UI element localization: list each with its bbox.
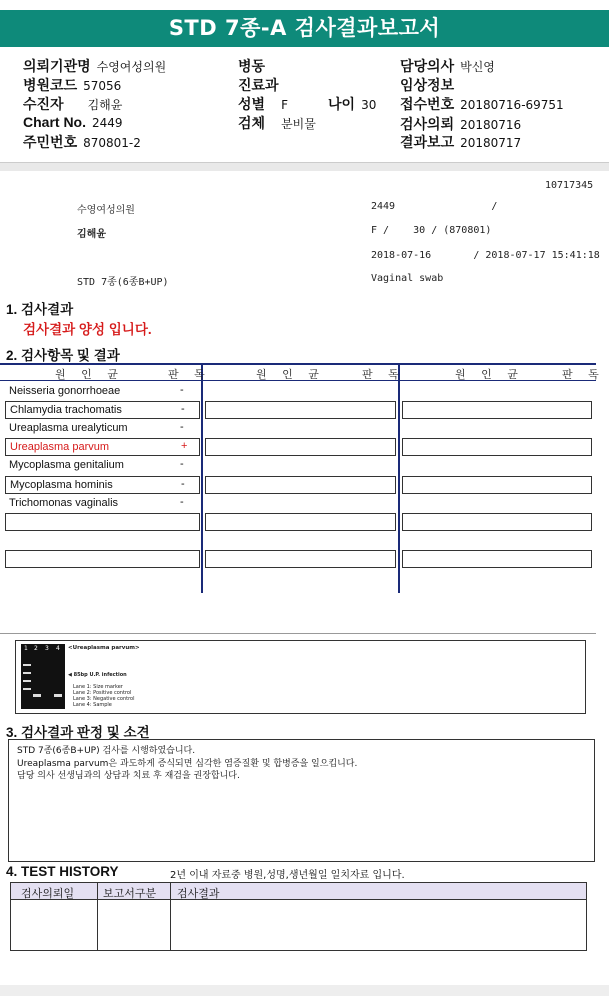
gel-band [23, 688, 31, 690]
empty-cell [205, 513, 396, 531]
hospital-code-field: 병원코드 57056 [23, 77, 122, 93]
history-note: 2년 이내 자료중 병원,성명,생년월일 일치자료 입니다. [170, 870, 405, 881]
summary-clinic: 수영여성의원 [77, 205, 135, 216]
col-judge-1: 판 독 [168, 368, 211, 381]
col-pathogen-2: 원 인 균 [256, 368, 325, 381]
lane-label: 3 [45, 645, 49, 652]
receipt-field: 접수번호 20180716-69751 [400, 96, 564, 112]
history-header-report-type: 보고서구분 [103, 887, 157, 900]
empty-cell [402, 438, 592, 456]
report-date-field: 결과보고 20180717 [400, 134, 522, 150]
gel-image-panel [15, 640, 586, 714]
col-pathogen-1: 원 인 균 [55, 368, 124, 381]
section3-title: 3. 검사결과 판정 및 소견 [6, 725, 150, 740]
summary-patient: 김해윤 [77, 229, 106, 240]
result-row-positive: Ureaplasma parvum + [5, 438, 200, 456]
findings-line: Ureaplasma parvum은 과도하게 증식되면 심각한 염증질환 및 합병증을 일으킵니다. [17, 758, 358, 769]
patient-field: 수진자 김해윤 [23, 96, 123, 112]
table-top-rule [0, 363, 596, 365]
empty-cell [402, 476, 592, 494]
department-field: 진료과 [238, 77, 279, 93]
empty-cell [205, 550, 396, 568]
age-field: 나이 30 [328, 96, 377, 112]
col-judge-2: 판 독 [362, 368, 405, 381]
gel-legend-item: Lane 4: Sample [73, 702, 112, 708]
institution-field: 의뢰기관명 수영여성의원 [23, 58, 167, 74]
chart-no-field: Chart No. 2449 [23, 114, 123, 130]
empty-cell [205, 476, 396, 494]
summary-specimen: Vaginal swab [371, 273, 444, 284]
report-title: STD 7종-A 검사결과보고서 [0, 10, 609, 47]
lane-label: 2 [34, 645, 38, 652]
empty-cell [402, 550, 592, 568]
summary-test-name: STD 7종(6종B+UP) [77, 277, 169, 288]
gel-title: <Ureaplasma parvum> [68, 645, 140, 651]
summary-dates: 2018-07-16 / 2018-07-17 15:41:18 [371, 250, 600, 261]
gel-band [23, 672, 31, 674]
section2-title: 2. 검사항목 및 결과 [6, 348, 120, 363]
specimen-field: 검체 분비물 [238, 115, 316, 131]
section1-result: 검사결과 양성 입니다. [23, 322, 152, 337]
ward-field: 병동 [238, 58, 266, 74]
history-col-divider [97, 883, 98, 950]
col-judge-3: 판 독 [562, 368, 605, 381]
column-divider-2 [398, 363, 400, 593]
section-divider [0, 633, 596, 634]
empty-cell [205, 401, 396, 419]
section4-title: 4. TEST HISTORY [6, 864, 119, 879]
gel-band [54, 694, 62, 697]
doctor-field: 담당의사 박신영 [400, 58, 495, 74]
empty-cell [402, 513, 592, 531]
history-table [10, 882, 587, 951]
findings-line: 담당 의사 선생님과의 상담과 치료 후 재검을 권장합니다. [17, 771, 240, 781]
gel-band [33, 694, 41, 697]
empty-cell [402, 401, 592, 419]
result-row: Chlamydia trachomatis - [5, 401, 200, 419]
findings-line: STD 7종(6종B+UP) 검사를 시행하였습니다. [17, 746, 196, 756]
request-date-field: 검사의뢰 20180716 [400, 116, 522, 132]
findings-box [8, 739, 595, 862]
history-header-request-date: 검사의뢰일 [21, 887, 75, 900]
summary-sex-age: F / 30 / (870801) [371, 225, 492, 236]
lane-label: 1 [24, 645, 28, 652]
history-col-divider [170, 883, 171, 950]
clinical-info-field: 임상정보 [400, 77, 455, 93]
summary-id: 10717345 [545, 180, 594, 191]
summary-chart: 2449 / [371, 201, 498, 212]
col-pathogen-3: 원 인 균 [455, 368, 524, 381]
gel-legend-item: Lane 3: Negative control [73, 696, 135, 702]
footer-bar [0, 985, 609, 996]
lane-label: 4 [56, 645, 60, 652]
gel-legend-item: Lane 2: Positive control [73, 690, 132, 696]
empty-cell [5, 513, 200, 531]
column-divider-1 [201, 363, 203, 593]
resident-no-field: 주민번호 870801-2 [23, 134, 141, 150]
gel-band [23, 680, 31, 682]
gel-band-label: ◀ 85bp U.P. infection [68, 672, 127, 678]
empty-cell [205, 438, 396, 456]
section1-title: 1. 검사결과 [6, 302, 74, 317]
empty-cell [5, 550, 200, 568]
gel-electrophoresis-image [21, 644, 65, 709]
header-divider [0, 163, 609, 171]
gel-legend-item: Lane 1: Size marker [73, 684, 123, 690]
sex-field: 성별 F [238, 96, 288, 112]
history-header-result: 검사결과 [177, 887, 220, 900]
result-row: Mycoplasma hominis - [5, 476, 200, 494]
gel-band [23, 664, 31, 666]
